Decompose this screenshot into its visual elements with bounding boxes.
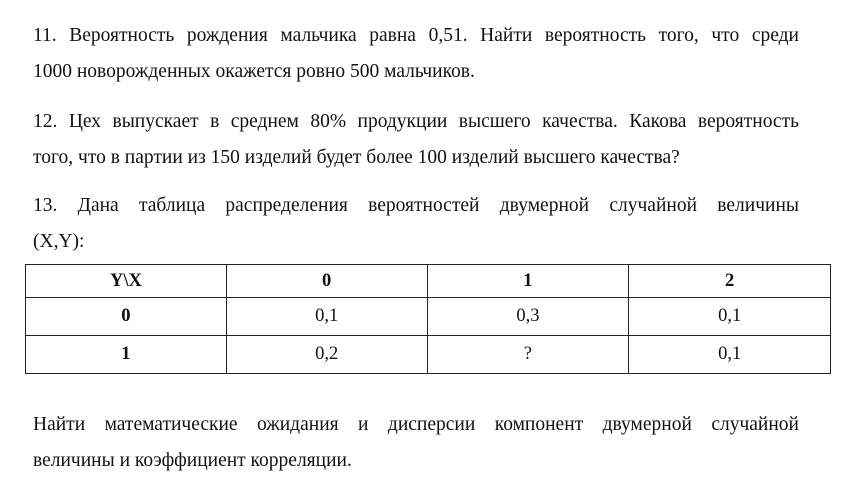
problem-12-line-1: 12. Цех выпускает в среднем 80% продукции высшего качества. Какова вероятность [33,111,799,132]
problem-11-line-1: 11. Вероятность рождения мальчика равна 0,51. Найти вероятность того, что среди [33,25,799,46]
table-cell: 0,2 [226,336,427,374]
problem-12-line-2: того, что в партии из 150 изделий будет более 100 изделий высшего качества? [33,147,680,168]
table-cell: 0,1 [629,298,831,336]
table-y-header: 1 [26,336,227,374]
table-row [26,298,831,336]
table-header-row [26,265,831,298]
problem-11-line-2: 1000 новорожденных окажется ровно 500 мальчиков. [33,61,475,82]
problem-13 [33,188,799,260]
table-x-header: 2 [629,265,831,298]
problem-13-line-1: 13. Дана таблица распределения вероятностей двумерной случайной величины [33,195,799,216]
question-text [33,407,799,479]
problem-11 [33,18,799,90]
question-line-2: величины и коэффициент корреляции. [33,450,352,471]
problem-12 [33,104,799,176]
table-corner-cell: Y\X [26,265,227,298]
table-y-header: 0 [26,298,227,336]
problem-13-line-2: (X,Y): [33,231,85,252]
table-x-header: 0 [226,265,427,298]
table-cell: 0,3 [427,298,629,336]
question-line-1: Найти математические ожидания и дисперсии компонент двумерной случайной [33,414,799,435]
table-cell: 0,1 [629,336,831,374]
table-x-header: 1 [427,265,629,298]
table-row [26,336,831,374]
table-cell: ? [427,336,629,374]
table-cell: 0,1 [226,298,427,336]
distribution-table [25,264,831,374]
